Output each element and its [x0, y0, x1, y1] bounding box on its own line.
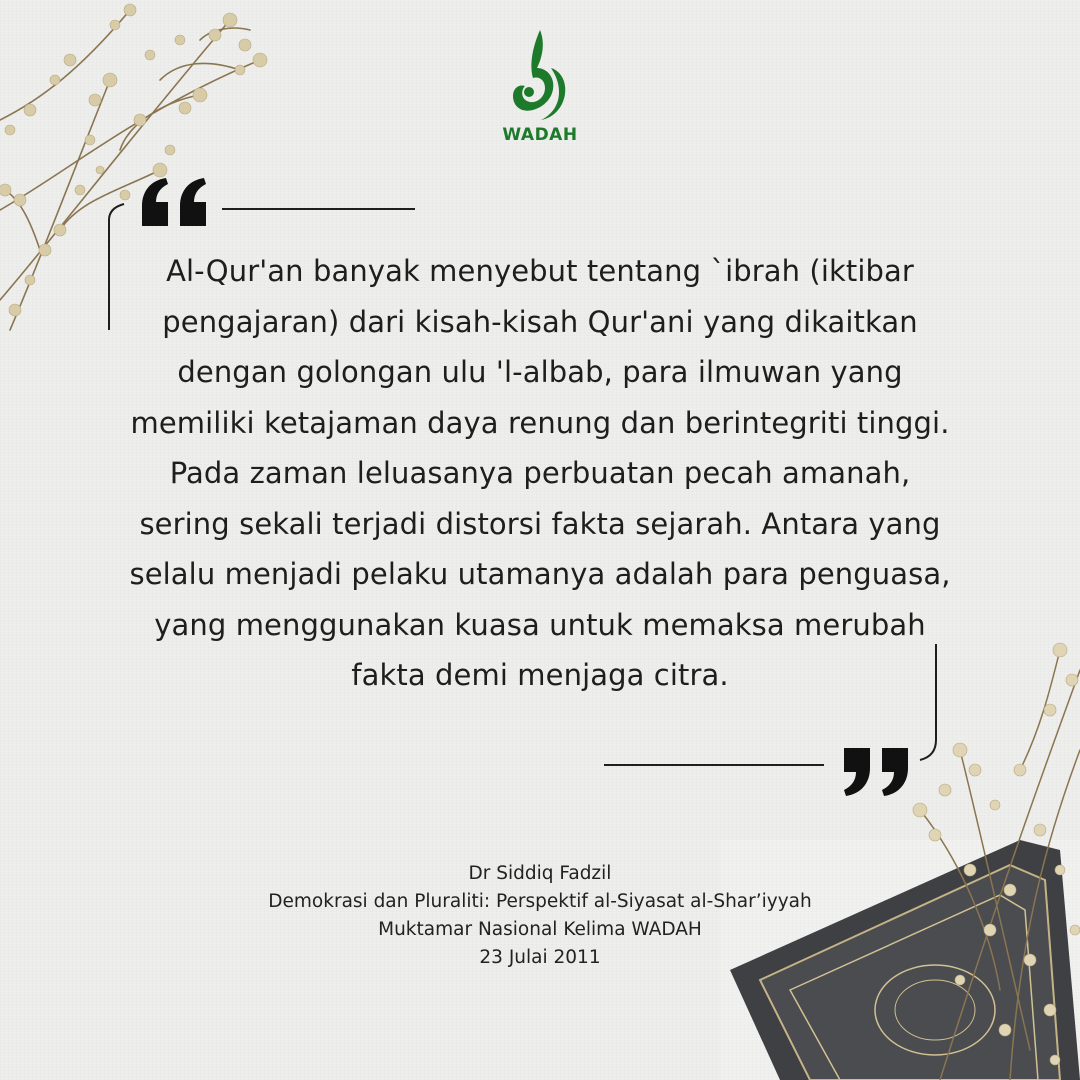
citation — [140, 860, 940, 972]
citation-work: Demokrasi dan Pluraliti: Perspektif al-Siyasat al-Shar’iyyah — [268, 891, 812, 912]
citation-event: Muktamar Nasional Kelima WADAH — [378, 919, 702, 940]
wadah-logo — [500, 28, 580, 150]
quote-open-icon — [138, 176, 212, 228]
logo-text: WADAH — [502, 125, 578, 145]
citation-date: 23 Julai 2011 — [479, 947, 601, 968]
quote-close-icon — [838, 744, 912, 798]
citation-author: Dr Siddiq Fadzil — [468, 863, 612, 884]
quote-text: Al-Qur'an banyak menyebut tentang `ibrah (iktibar pengajaran) dari kisah-kisah Qur'ani yang dikaitkan dengan golongan ulu 'l-albab, para ilmuwan yang memiliki ketajaman daya renung dan berintegriti tinggi. Pada zaman leluasanya perbuatan pecah amanah, sering sekali terjadi distorsi fakta sejarah. Antara yang selalu menjadi pelaku utamanya adalah para penguasa, yang menggunakan kuasa untuk memaksa merubah fakta demi menjaga citra. — [129, 254, 951, 692]
wadah-emblem-icon — [507, 28, 573, 123]
